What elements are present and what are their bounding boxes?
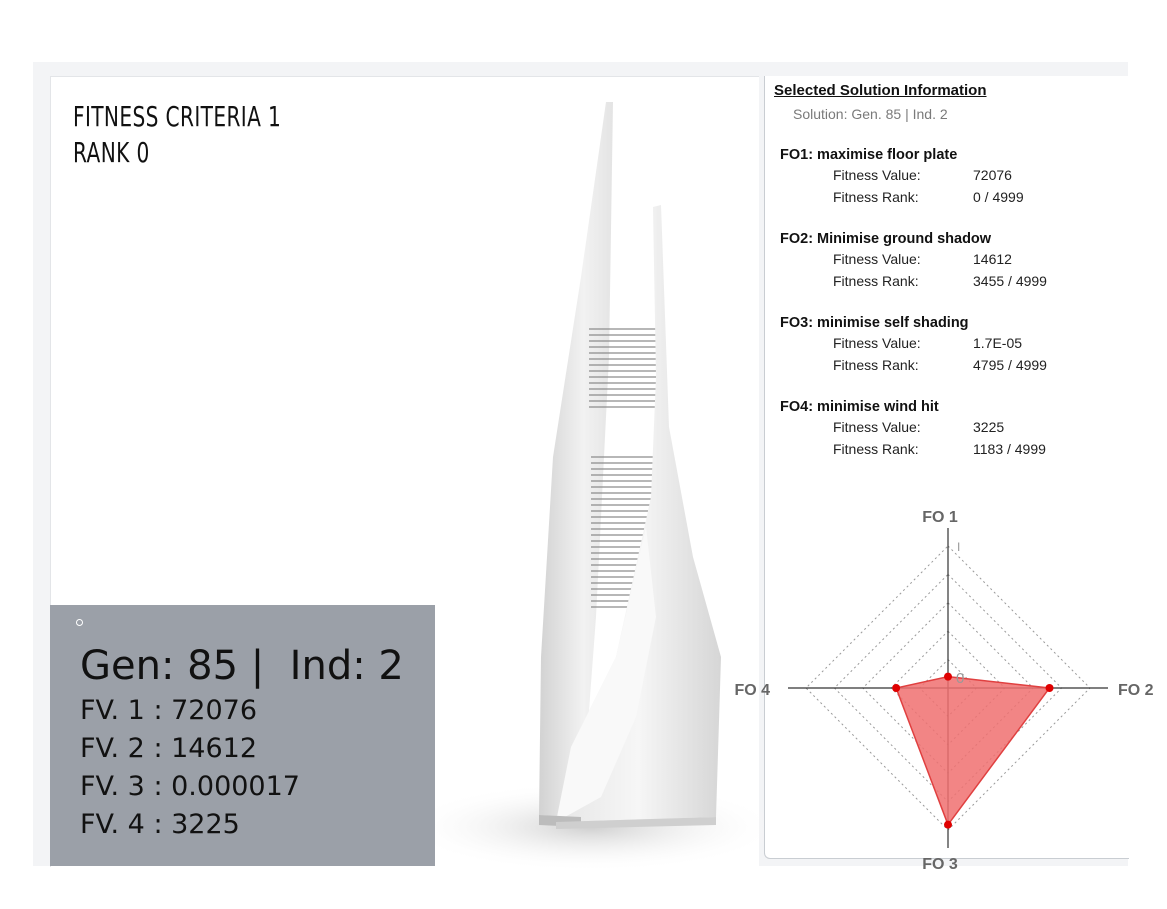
fitness-rank: 0 / 4999 <box>973 189 1024 205</box>
fitness-value: 3225 <box>973 419 1005 435</box>
fitness-rank-row: Fitness Rank: 0 / 4999 <box>833 189 1024 205</box>
fitness-value: 14612 <box>973 251 1012 267</box>
radar-tick-max: I <box>957 540 961 554</box>
radar-axis-label-fo1: FO 1 <box>922 509 958 526</box>
radar-axis-label-fo4: FO 4 <box>734 682 770 699</box>
objective-header: FO4: minimise wind hit <box>780 399 939 415</box>
criteria-title: FITNESS CRITERIA 1 <box>73 100 282 133</box>
objective-header: FO1: maximise floor plate <box>780 147 958 163</box>
fitness-rank: 3455 / 4999 <box>973 273 1047 289</box>
fitness-value-row: Fitness Value: 3225 <box>833 419 1005 435</box>
objective-header: FO3: minimise self shading <box>780 315 969 331</box>
fitness-rank-row: Fitness Rank: 1183 / 4999 <box>833 441 1046 457</box>
objective-header: FO2: Minimise ground shadow <box>780 231 992 247</box>
criteria-rank: RANK 0 <box>73 136 150 169</box>
radar-point-fo4 <box>892 684 900 692</box>
radar-point-fo3 <box>944 821 952 829</box>
fitness-value-row: Fitness Value: 14612 <box>833 251 1012 267</box>
fitness-rank: 1183 / 4999 <box>973 441 1046 457</box>
generation-overlay <box>50 605 435 866</box>
fitness-value-4: FV. 4 : 3225 <box>80 809 240 840</box>
radar-axis-label-fo2: FO 2 <box>1118 682 1154 699</box>
radar-point-fo1 <box>944 673 952 681</box>
fitness-rank: 4795 / 4999 <box>973 357 1047 373</box>
radar-point-fo2 <box>1046 684 1054 692</box>
fitness-value-row: Fitness Value: 72076 <box>833 167 1012 183</box>
fitness-rank-row: Fitness Rank: 4795 / 4999 <box>833 357 1047 373</box>
fitness-value-1: FV. 1 : 72076 <box>80 695 258 726</box>
radar-chart <box>734 76 1154 873</box>
marker-dot <box>76 619 83 626</box>
radar-tick-zero: 0 <box>956 670 965 687</box>
generation-title: Gen: 85 | Ind: 2 <box>80 643 404 689</box>
panel-title: Selected Solution Information <box>774 82 987 99</box>
tower-render <box>431 97 761 867</box>
fitness-value-2: FV. 2 : 14612 <box>80 733 258 764</box>
radar-series-area <box>896 677 1049 825</box>
fitness-value: 72076 <box>973 167 1012 183</box>
fitness-value: 1.7E-05 <box>973 335 1023 351</box>
fitness-value-3: FV. 3 : 0.000017 <box>80 771 300 802</box>
criteria-label <box>73 99 281 171</box>
fitness-rank-row: Fitness Rank: 3455 / 4999 <box>833 273 1047 289</box>
panel-subtitle: Solution: Gen. 85 | Ind. 2 <box>793 106 948 122</box>
solution-info-panel <box>734 76 1154 873</box>
fitness-value-row: Fitness Value: 1.7E-05 <box>833 335 1023 351</box>
radar-axis-label-fo3: FO 3 <box>922 856 958 873</box>
